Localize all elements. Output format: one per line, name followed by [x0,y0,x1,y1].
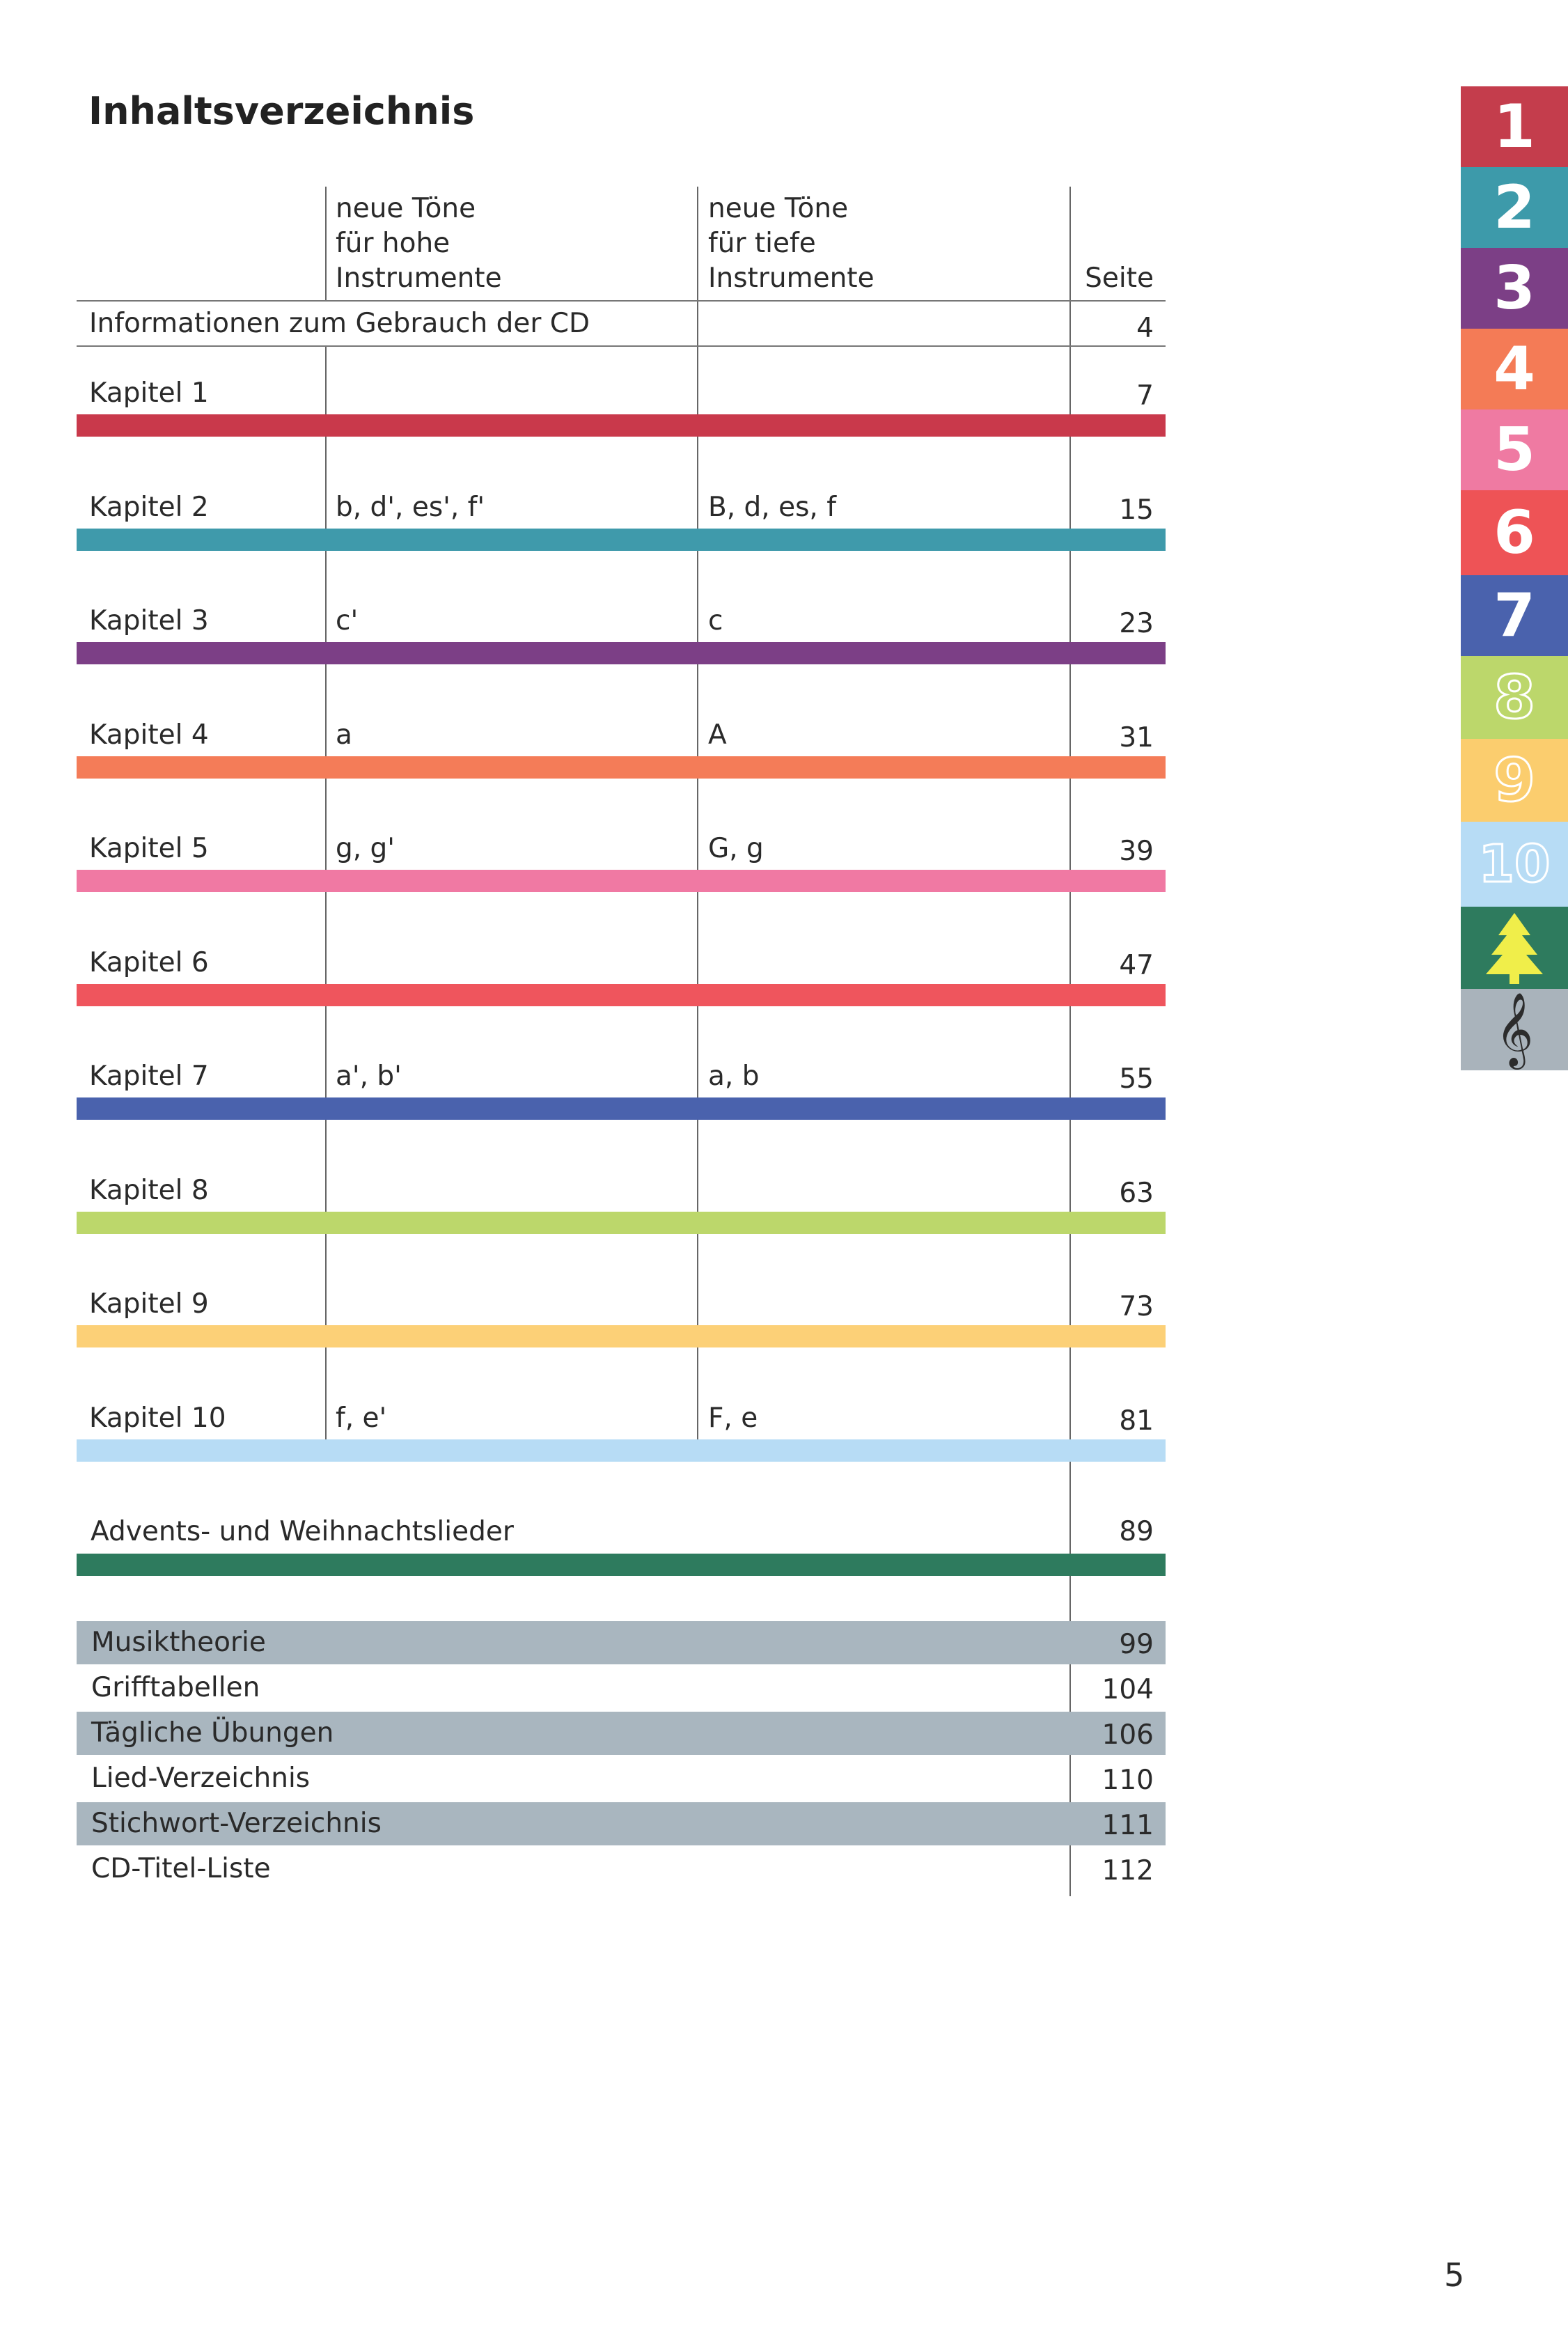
column-divider [1069,347,1071,414]
header-low-instruments: Instrumente [708,263,875,294]
column-divider [325,1234,327,1325]
appendix-label: Grifftabellen [91,1672,260,1703]
chapter-label: Kapitel 2 [89,492,209,523]
chapter-tab-label: 4 [1493,334,1535,404]
chapter-tab-label: 7 [1493,581,1535,650]
header-low-instruments: für tiefe [708,228,816,259]
chapter-page: 31 [1119,722,1154,753]
info-label: Informationen zum Gebrauch der CD [89,308,590,339]
chapter-label: Kapitel 6 [89,947,209,978]
chapter-color-bar [77,756,1166,779]
appendix-label: Stichwort-Verzeichnis [91,1808,382,1839]
page-title: Inhaltsverzeichnis [88,89,475,133]
appendix-page: 112 [1101,1855,1154,1886]
advent-label: Advents- und Weihnachtslieder [91,1516,514,1547]
chapter-color-bar [77,1097,1166,1120]
chapter-label: Kapitel 7 [89,1061,209,1092]
chapter-tab [1461,822,1568,907]
chapter-tab-label: 6 [1493,498,1535,568]
column-divider [697,437,698,529]
chapter-page: 39 [1119,836,1154,867]
chapter-tab [1461,409,1568,490]
column-divider [1069,1120,1071,1212]
chapter-color-bar [77,1325,1166,1347]
header-low-instruments: neue Töne [708,193,849,224]
column-divider [697,664,698,756]
chapter-low-notes: A [708,719,727,751]
column-divider [697,779,698,870]
column-divider [1069,664,1071,756]
chapter-page: 15 [1119,494,1154,526]
column-divider [325,1347,327,1439]
chapter-label: Kapitel 5 [89,833,209,864]
chapter-tab [1461,86,1568,167]
chapter-low-notes: F, e [708,1403,758,1434]
chapter-label: Kapitel 3 [89,605,209,636]
chapter-color-bar [77,1439,1166,1462]
chapter-color-bar [77,1212,1166,1234]
appendix-label: Lied-Verzeichnis [91,1763,311,1794]
chapter-label: Kapitel 4 [89,719,209,751]
chapter-page: 23 [1119,608,1154,639]
header-high-instruments: für hohe [336,228,450,259]
info-page: 4 [1136,313,1154,344]
header-page: Seite [1085,263,1154,294]
appendix-label: Musiktheorie [91,1627,266,1658]
tree-icon [1461,907,1568,989]
chapter-color-bar [77,984,1166,1006]
column-divider [697,1347,698,1439]
chapter-low-notes: c [708,605,723,636]
chapter-high-notes: a', b' [336,1061,402,1092]
chapter-high-notes: a [336,719,352,751]
column-divider [697,892,698,984]
advent-page: 89 [1119,1516,1154,1547]
chapter-page: 47 [1119,950,1154,981]
column-divider [697,1006,698,1097]
appendix-label: Tägliche Übungen [91,1717,334,1749]
chapter-tab [1461,490,1568,575]
column-divider [697,551,698,642]
chapter-tab [1461,739,1568,822]
column-divider [1069,551,1071,642]
chapter-page: 81 [1119,1405,1154,1437]
chapter-high-notes: b, d', es', f' [336,492,485,523]
column-divider [1069,779,1071,870]
chapter-tab [1461,656,1568,739]
header-high-instruments: Instrumente [336,263,502,294]
treble-clef-icon: 𝄞 [1461,989,1568,1070]
header-rule [77,300,1166,302]
chapter-tab-label: 5 [1493,415,1535,485]
column-divider [1069,1234,1071,1325]
column-divider [325,892,327,984]
column-divider [1069,1006,1071,1097]
column-divider [1069,437,1071,529]
chapter-page: 55 [1119,1063,1154,1095]
column-divider [325,187,327,300]
column-divider [325,1120,327,1212]
column-divider [1069,1347,1071,1439]
header-high-instruments: neue Töne [336,193,476,224]
column-divider [325,1006,327,1097]
appendix-page: 111 [1101,1810,1154,1841]
chapter-color-bar [77,642,1166,664]
chapter-low-notes: a, b [708,1061,760,1092]
appendix-page: 106 [1101,1719,1154,1751]
chapter-page: 63 [1119,1178,1154,1209]
chapter-label: Kapitel 8 [89,1175,209,1206]
appendix-page: 99 [1119,1629,1154,1660]
chapter-low-notes: B, d, es, f [708,492,836,523]
column-divider [697,1120,698,1212]
chapter-tab-label: 1 [1493,92,1535,162]
chapter-tab [1461,248,1568,329]
column-divider [325,347,327,414]
chapter-high-notes: g, g' [336,833,395,864]
chapter-tab-label: 10 [1478,834,1551,894]
chapter-low-notes: G, g [708,833,764,864]
chapter-color-bar [77,414,1166,437]
appendix-label: CD-Titel-Liste [91,1853,271,1884]
column-divider [697,187,698,347]
chapter-page: 73 [1119,1291,1154,1322]
chapter-high-notes: c' [336,605,359,636]
chapter-tab-label: 3 [1493,253,1535,323]
column-divider [325,779,327,870]
chapter-high-notes: f, e' [336,1403,387,1434]
column-divider [325,664,327,756]
chapter-page: 7 [1136,380,1154,412]
chapter-tab-label: 8 [1493,662,1535,733]
column-divider [325,437,327,529]
chapter-tab [1461,167,1568,248]
chapter-tab-label: 9 [1493,745,1535,815]
chapter-color-bar [77,870,1166,892]
chapter-color-bar [77,529,1166,551]
advent-color-bar [77,1554,1166,1576]
chapter-tab [1461,575,1568,656]
info-rule [77,345,1166,347]
chapter-label: Kapitel 1 [89,377,209,409]
column-divider [1069,1462,1071,1554]
chapter-label: Kapitel 9 [89,1288,209,1320]
page-number: 5 [1444,2256,1465,2294]
column-divider [1069,892,1071,984]
column-divider [325,551,327,642]
appendix-page: 104 [1101,1674,1154,1705]
chapter-tab [1461,329,1568,409]
appendix-page: 110 [1101,1765,1154,1796]
column-divider [697,347,698,414]
chapter-label: Kapitel 10 [89,1403,226,1434]
column-divider [697,1234,698,1325]
chapter-tab-label: 2 [1493,173,1535,242]
